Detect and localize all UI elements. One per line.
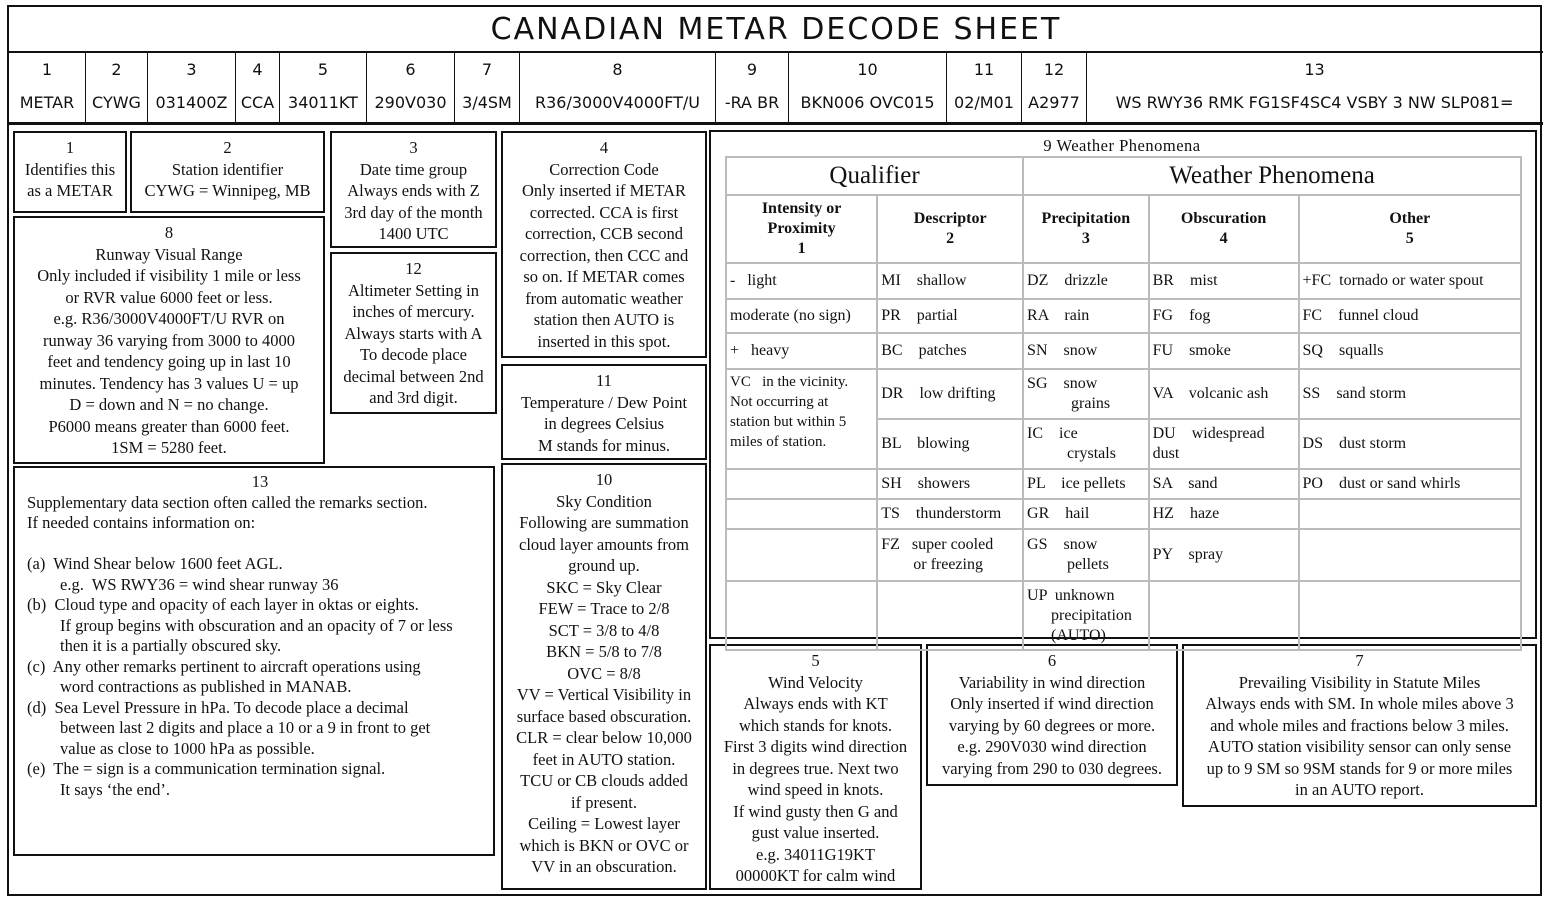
box-text: Only inserted if wind direction — [950, 694, 1154, 713]
decode-box-10 — [501, 463, 707, 890]
table-cell: UP unknown precipitation (AUTO) — [1023, 581, 1149, 650]
table-cell: FZ super cooled or freezing — [877, 529, 1023, 581]
box-text: AUTO station visibility sensor can only sense — [1207, 737, 1512, 756]
box-number: 11 — [596, 371, 612, 390]
field-number: 2 — [111, 60, 122, 79]
box-text: Altimeter Setting in — [347, 280, 480, 300]
weather-phenomena-title: 9 Weather Phenomena — [1043, 136, 1201, 155]
box-number: 13 — [251, 472, 269, 491]
box-text: between last 2 digits and place a 10 or a 9 in front to get — [27, 718, 431, 737]
box-text: First 3 digits wind direction — [723, 737, 908, 756]
column-header: Precipitation 3 — [1023, 195, 1149, 263]
field-code: METAR — [19, 93, 75, 112]
field-number: 11 — [973, 60, 995, 79]
header-field — [236, 53, 280, 124]
table-row — [726, 469, 1521, 499]
table-cell: TS thunderstorm — [877, 499, 1023, 529]
box-text: wind speed in knots. — [747, 780, 884, 799]
box-text: (b) Cloud type and opacity of each layer in oktas or eights. — [27, 595, 419, 614]
box-text: varying from 290 to 030 degrees. — [942, 758, 1162, 778]
box-text: Station identifier — [171, 159, 284, 179]
box-text: decimal between 2nd — [343, 366, 484, 386]
box-text: Always starts with A — [344, 323, 483, 343]
table-cell: IC ice crystals — [1023, 419, 1149, 469]
field-code: 031400Z — [155, 93, 228, 112]
table-cell — [877, 581, 1023, 650]
box-text: VV = Vertical Visibility in — [516, 685, 692, 704]
field-code: -RA BR — [724, 93, 780, 112]
box-text: Always ends with Z — [347, 181, 480, 200]
box-text: which is BKN or OVC or — [519, 835, 689, 855]
box-text: so on. If METAR comes — [523, 267, 685, 286]
box-text: station then AUTO is — [533, 310, 675, 329]
decode-box-4 — [501, 131, 707, 358]
box-text: then it is a partially obscured sky. — [27, 636, 282, 655]
box-text: If group begins with obscuration and an opacity of 7 or less — [27, 615, 453, 635]
box-number: 1 — [65, 138, 75, 157]
table-cell: moderate (no sign) — [726, 299, 877, 333]
box-text: from automatic weather — [525, 288, 683, 308]
box-text: in degrees true. Next two — [732, 758, 899, 778]
header-field — [1087, 53, 1542, 124]
table-cell: FU smoke — [1149, 333, 1299, 369]
table-cell: DZ drizzle — [1023, 263, 1149, 299]
table-cell — [1299, 581, 1521, 650]
table-cell — [726, 529, 877, 581]
table-cell: BR mist — [1149, 263, 1299, 299]
box-number: 4 — [599, 138, 609, 157]
divider — [9, 122, 1543, 125]
table-cell — [726, 499, 877, 529]
table-cell: + heavy — [726, 333, 877, 369]
box-text: Ceiling = Lowest layer — [528, 814, 680, 833]
decode-box-12 — [330, 252, 497, 414]
box-text: If wind gusty then G and — [733, 801, 898, 821]
box-number: 3 — [409, 138, 418, 157]
table-row — [726, 299, 1521, 333]
box-text: If needed contains information on: — [27, 513, 256, 532]
box-text: FEW = Trace to 2/8 — [538, 599, 670, 618]
box-number: 6 — [1047, 651, 1057, 670]
box-text: P6000 means greater than 6000 feet. — [48, 416, 290, 436]
box-text: 3rd day of the month — [344, 202, 483, 222]
table-cell: GS snow pellets — [1023, 529, 1149, 581]
header-field — [86, 53, 148, 124]
field-code: CYWG — [92, 93, 141, 112]
box-text: Following are summation — [519, 513, 689, 532]
box-text: It says ‘the end’. — [27, 779, 170, 799]
table-cell: HZ haze — [1149, 499, 1299, 529]
field-code: R36/3000V4000FT/U — [534, 93, 701, 112]
field-number: 12 — [1043, 60, 1065, 79]
table-cell: VA volcanic ash — [1149, 369, 1299, 419]
box-text: as a METAR — [27, 181, 113, 200]
box-number: 8 — [164, 223, 174, 242]
box-text: minutes. Tendency has 3 values U = up — [39, 373, 299, 393]
decode-box-1 — [13, 131, 127, 213]
table-cell: PR partial — [877, 299, 1023, 333]
field-code: CCA — [240, 93, 275, 112]
page-title: CANADIAN METAR DECODE SHEET — [9, 7, 1543, 53]
table-row — [726, 263, 1521, 299]
box-text: SCT = 3/8 to 4/8 — [548, 620, 660, 640]
decode-box-8 — [13, 216, 325, 464]
table-cell: FC funnel cloud — [1299, 299, 1521, 333]
table-cell — [726, 581, 877, 650]
header-field — [455, 53, 520, 124]
box-text: corrected. CCA is first — [529, 202, 679, 222]
header-field — [789, 53, 947, 124]
box-text: feet and tendency going up in last 10 — [47, 352, 291, 371]
box-number: 12 — [405, 259, 422, 278]
header-field — [716, 53, 789, 124]
header-field — [9, 53, 86, 124]
box-text: SKC = Sky Clear — [546, 577, 662, 597]
box-text: correction, then CCC and — [519, 245, 689, 265]
table-row — [726, 369, 1521, 419]
table-row — [726, 581, 1521, 650]
field-number: 10 — [857, 60, 878, 79]
decode-box-13 — [13, 466, 495, 856]
column-header: Other 5 — [1299, 195, 1521, 263]
header-field — [148, 53, 236, 124]
table-cell: BC patches — [877, 333, 1023, 369]
box-text — [27, 534, 493, 555]
table-cell: PL ice pellets — [1023, 469, 1149, 499]
box-text: Always ends with KT — [743, 694, 888, 713]
field-code: 3/4SM — [462, 93, 512, 112]
table-row — [726, 499, 1521, 529]
box-text: 00000KT for calm wind — [735, 866, 896, 885]
box-text: D = down and N = no change. — [69, 395, 269, 414]
box-text: Identifies this — [24, 159, 116, 179]
box-text: which stands for knots. — [738, 715, 893, 735]
box-text: To decode place — [360, 345, 467, 364]
decode-box-3 — [330, 131, 497, 248]
box-text: Date time group — [359, 159, 468, 179]
field-number: 4 — [252, 60, 263, 79]
box-text: varying by 60 degrees or more. — [948, 715, 1156, 735]
table-cell: GR hail — [1023, 499, 1149, 529]
table-cell — [1299, 529, 1521, 581]
table-cell: MI shallow — [877, 263, 1023, 299]
box-text: Temperature / Dew Point — [520, 392, 688, 412]
box-number: 7 — [1355, 651, 1364, 670]
box-number: 5 — [811, 651, 820, 670]
table-cell — [1149, 581, 1299, 650]
table-cell: SS sand storm — [1299, 369, 1521, 419]
box-text: Sky Condition — [556, 491, 652, 511]
table-cell: FG fog — [1149, 299, 1299, 333]
field-number: 5 — [317, 60, 329, 79]
box-text: value as close to 1000 hPa as possible. — [27, 738, 315, 758]
box-text: correction, CCB second — [524, 224, 684, 243]
table-cell — [1299, 499, 1521, 529]
box-text: Always ends with SM. In whole miles above 3 — [1205, 694, 1514, 713]
group-header: Qualifier — [726, 157, 1023, 195]
box-text: Only inserted if METAR — [521, 181, 687, 200]
box-text: e.g. R36/3000V4000FT/U RVR on — [53, 309, 285, 328]
box-text: CLR = clear below 10,000 — [516, 728, 692, 747]
table-row — [726, 333, 1521, 369]
box-text: Correction Code — [549, 159, 659, 179]
field-code: A2977 — [1028, 93, 1080, 112]
header-field — [1022, 53, 1087, 124]
decode-box-11 — [501, 364, 707, 460]
box-text: 1400 UTC — [378, 224, 449, 243]
box-text: Runway Visual Range — [95, 244, 243, 264]
field-number: 1 — [41, 60, 53, 79]
box-text: e.g. WS RWY36 = wind shear runway 36 — [27, 574, 339, 594]
box-text: OVC = 8/8 — [567, 663, 641, 683]
box-text: Prevailing Visibility in Statute Miles — [1238, 672, 1481, 692]
box-text: e.g. 290V030 wind direction — [957, 737, 1147, 756]
box-text: TCU or CB clouds added — [520, 771, 688, 790]
table-cell: SG snow grains — [1023, 369, 1149, 419]
table-cell: RA rain — [1023, 299, 1149, 333]
box-text: (d) Sea Level Pressure in hPa. To decode place a decimal — [27, 697, 409, 717]
header-field — [520, 53, 716, 124]
group-header: Weather Phenomena — [1023, 157, 1521, 195]
box-text: if present. — [571, 792, 637, 812]
table-cell — [726, 469, 877, 499]
box-text: inserted in this spot. — [537, 331, 671, 351]
table-cell: PY spray — [1149, 529, 1299, 581]
box-text: Wind Velocity — [768, 672, 863, 692]
field-number: 9 — [746, 60, 758, 79]
field-number: 7 — [481, 60, 493, 79]
box-text: or RVR value 6000 feet or less. — [65, 287, 273, 307]
box-text: up to 9 SM so 9SM stands for 9 or more miles — [1206, 758, 1513, 778]
box-text: and 3rd digit. — [369, 388, 458, 407]
field-number: 13 — [1304, 60, 1325, 79]
field-number: 8 — [612, 60, 623, 79]
box-text: runway 36 varying from 3000 to 4000 — [42, 330, 296, 350]
box-text: (c) Any other remarks pertinent to aircraft operations using — [27, 656, 421, 676]
box-text: e.g. 34011G19KT — [756, 844, 875, 864]
box-text: surface based obscuration. — [516, 706, 692, 726]
box-number: 2 — [223, 138, 232, 157]
decode-box-6 — [926, 644, 1178, 786]
table-cell: PO dust or sand whirls — [1299, 469, 1521, 499]
table-cell: BL blowing — [877, 419, 1023, 469]
table-cell: DR low drifting — [877, 369, 1023, 419]
decode-box-2 — [130, 131, 325, 213]
field-code: 34011KT — [288, 93, 358, 112]
box-text: 1SM = 5280 feet. — [111, 438, 227, 457]
field-code: 02/M01 — [954, 93, 1014, 112]
box-text: VV in an obscuration. — [531, 857, 677, 876]
box-text: BKN = 5/8 to 7/8 — [546, 642, 662, 661]
header-field — [947, 53, 1022, 124]
decode-box-5 — [709, 644, 922, 890]
box-number: 10 — [595, 470, 613, 489]
header-field — [367, 53, 455, 124]
field-number: 3 — [186, 60, 197, 79]
weather-phenomena-table — [725, 156, 1522, 651]
field-code: WS RWY36 RMK FG1SF4SC4 VSBY 3 NW SLP081= — [1115, 93, 1514, 112]
column-header: Descriptor 2 — [877, 195, 1023, 263]
table-cell: DU widespread dust — [1149, 419, 1299, 469]
field-code: 290V030 — [374, 93, 447, 112]
box-text: Supplementary data section often called the remarks section. — [27, 492, 428, 512]
header-field — [280, 53, 367, 124]
table-row — [726, 529, 1521, 581]
box-text: ground up. — [568, 556, 640, 575]
box-text: feet in AUTO station. — [532, 749, 676, 769]
table-cell: +FC tornado or water spout — [1299, 263, 1521, 299]
table-cell: SA sand — [1149, 469, 1299, 499]
box-text: Only included if visibility 1 mile or less — [37, 266, 301, 285]
table-cell: SQ squalls — [1299, 333, 1521, 369]
decode-box-7 — [1182, 644, 1537, 807]
box-text: M stands for minus. — [538, 435, 670, 455]
column-header: Intensity or Proximity 1 — [726, 195, 877, 263]
box-text: in an AUTO report. — [1295, 780, 1424, 799]
box-text: and whole miles and fractions below 3 miles. — [1210, 715, 1509, 735]
table-cell: - light — [726, 263, 877, 299]
column-header: Obscuration 4 — [1149, 195, 1299, 263]
box-text: gust value inserted. — [751, 823, 880, 842]
table-cell: VC in the vicinity. Not occurring at station but within 5 miles of station. — [726, 369, 877, 469]
box-text: CYWG = Winnipeg, MB — [144, 181, 311, 200]
box-text: Variability in wind direction — [958, 672, 1146, 692]
box-text: inches of mercury. — [352, 302, 475, 321]
field-number: 6 — [405, 60, 416, 79]
table-cell: SN snow — [1023, 333, 1149, 369]
table-cell: DS dust storm — [1299, 419, 1521, 469]
box-text: (e) The = sign is a communication termination signal. — [27, 759, 386, 778]
box-text: in degrees Celsius — [543, 414, 665, 433]
table-cell: SH showers — [877, 469, 1023, 499]
box-text: cloud layer amounts from — [519, 534, 689, 554]
field-code: BKN006 OVC015 — [800, 93, 935, 112]
box-text: (a) Wind Shear below 1600 feet AGL. — [27, 554, 283, 573]
box-text: word contractions as published in MANAB. — [27, 677, 352, 696]
